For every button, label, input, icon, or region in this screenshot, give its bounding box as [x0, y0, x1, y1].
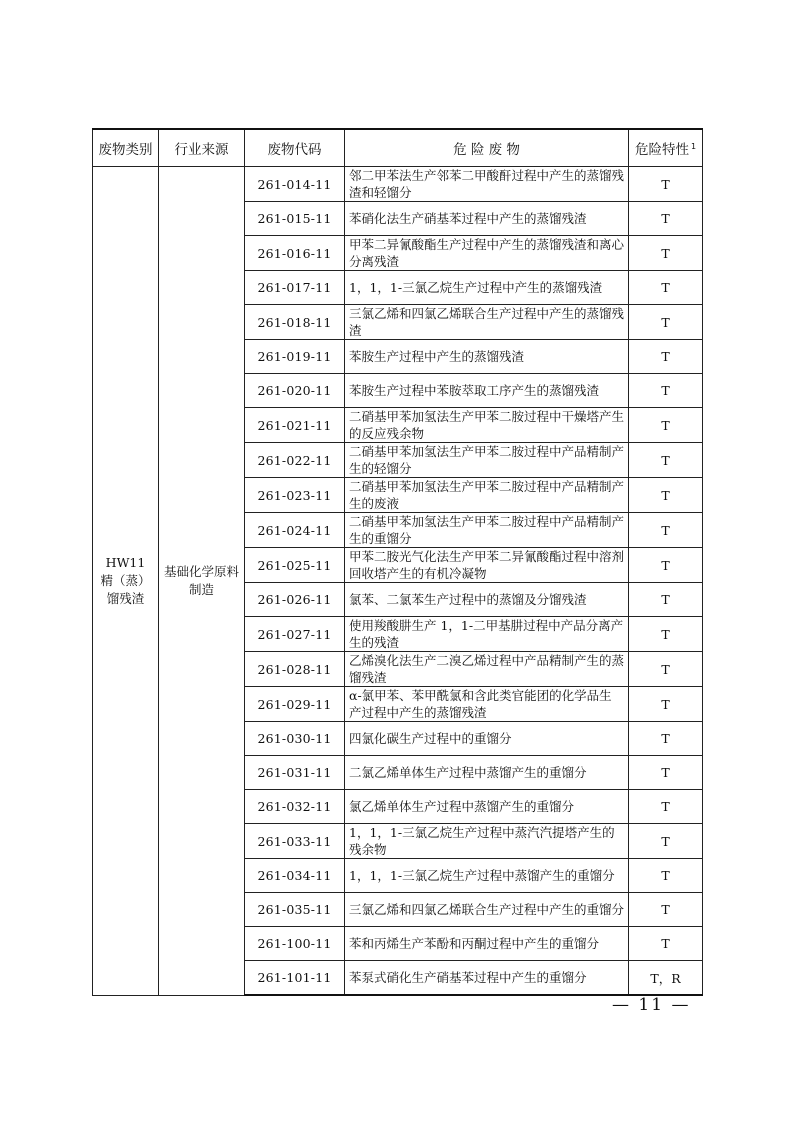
waste-code-cell: 261-034-11	[245, 859, 345, 893]
hazard-characteristic-cell: T	[629, 167, 703, 202]
hazard-characteristic-cell: T	[629, 548, 703, 583]
header-waste-code: 废物代码	[245, 129, 345, 167]
header-hazardous-waste: 危 险 废 物	[345, 129, 629, 167]
waste-code-cell: 261-016-11	[245, 236, 345, 271]
waste-code-cell: 261-018-11	[245, 305, 345, 340]
hazardous-waste-description-cell: 使用羧酸肼生产 1，1-二甲基肼过程中产品分离产生的残渣	[345, 617, 629, 652]
hazard-characteristic-cell: T	[629, 617, 703, 652]
header-hazard-characteristic	[629, 129, 703, 167]
table-header-row	[93, 129, 703, 167]
hazardous-waste-description-cell: 1，1，1-三氯乙烷生产过程中蒸汽汽提塔产生的残余物	[345, 824, 629, 859]
header-hazard-characteristic-label: 危险特性	[634, 142, 689, 158]
waste-code-cell: 261-024-11	[245, 513, 345, 548]
table-row	[93, 167, 703, 202]
hazardous-waste-description-cell: 甲苯二胺光气化法生产甲苯二异氰酸酯过程中溶剂回收塔产生的有机冷凝物	[345, 548, 629, 583]
hazardous-waste-description-cell: 氯苯、二氯苯生产过程中的蒸馏及分馏残渣	[345, 583, 629, 617]
waste-category-cell	[93, 167, 159, 996]
hazard-characteristic-cell: T	[629, 893, 703, 927]
waste-code-cell: 261-031-11	[245, 756, 345, 790]
hazardous-waste-description-cell: 三氯乙烯和四氯乙烯联合生产过程中产生的蒸馏残渣	[345, 305, 629, 340]
waste-code-cell: 261-030-11	[245, 722, 345, 756]
hazard-characteristic-cell: T	[629, 340, 703, 374]
waste-code-cell: 261-022-11	[245, 443, 345, 478]
industry-source-line: 制造	[188, 581, 214, 597]
header-footnote-mark: 1	[690, 141, 697, 151]
hazard-characteristic-cell: T	[629, 374, 703, 408]
hazardous-waste-description-cell: 苯硝化法生产硝基苯过程中产生的蒸馏残渣	[345, 202, 629, 236]
hazardous-waste-description-cell: 二硝基甲苯加氢法生产甲苯二胺过程中产品精制产生的废液	[345, 478, 629, 513]
hazard-characteristic-cell: T	[629, 927, 703, 961]
hazard-characteristic-cell: T	[629, 478, 703, 513]
hazard-characteristic-cell: T	[629, 271, 703, 305]
waste-code-cell: 261-033-11	[245, 824, 345, 859]
waste-code-cell: 261-014-11	[245, 167, 345, 202]
waste-code-cell: 261-019-11	[245, 340, 345, 374]
waste-code-cell: 261-020-11	[245, 374, 345, 408]
hazard-characteristic-cell: T	[629, 824, 703, 859]
waste-code-cell: 261-023-11	[245, 478, 345, 513]
hazard-characteristic-cell: T	[629, 756, 703, 790]
waste-code-cell: 261-015-11	[245, 202, 345, 236]
hazardous-waste-description-cell: 二硝基甲苯加氢法生产甲苯二胺过程中干燥塔产生的反应残余物	[345, 408, 629, 443]
waste-category-line: 精（蒸）	[100, 572, 151, 588]
hazardous-waste-description-cell: α-氯甲苯、苯甲酰氯和含此类官能团的化学品生产过程中产生的蒸馏残渣	[345, 687, 629, 722]
hazardous-waste-description-cell: 二硝基甲苯加氢法生产甲苯二胺过程中产品精制产生的轻馏分	[345, 443, 629, 478]
hazard-characteristic-cell: T	[629, 202, 703, 236]
hazardous-waste-description-cell: 苯泵式硝化生产硝基苯过程中产生的重馏分	[345, 961, 629, 996]
industry-source-cell	[159, 167, 245, 996]
waste-code-cell: 261-017-11	[245, 271, 345, 305]
hazardous-waste-description-cell: 苯胺生产过程中苯胺萃取工序产生的蒸馏残渣	[345, 374, 629, 408]
waste-code-cell: 261-100-11	[245, 927, 345, 961]
hazard-characteristic-cell: T	[629, 236, 703, 271]
hazardous-waste-description-cell: 二氯乙烯单体生产过程中蒸馏产生的重馏分	[345, 756, 629, 790]
hazardous-waste-description-cell: 苯和丙烯生产苯酚和丙酮过程中产生的重馏分	[345, 927, 629, 961]
waste-category-line: 馏残渣	[106, 590, 145, 606]
hazard-characteristic-cell: T	[629, 652, 703, 687]
waste-code-cell: 261-101-11	[245, 961, 345, 996]
hazardous-waste-description-cell: 三氯乙烯和四氯乙烯联合生产过程中产生的重馏分	[345, 893, 629, 927]
hazardous-waste-description-cell: 甲苯二异氰酸酯生产过程中产生的蒸馏残渣和离心分离残渣	[345, 236, 629, 271]
hazard-characteristic-cell: T	[629, 408, 703, 443]
header-waste-category: 废物类别	[93, 129, 159, 167]
waste-category-line: HW11	[105, 554, 146, 570]
waste-code-cell: 261-025-11	[245, 548, 345, 583]
hazardous-waste-description-cell: 二硝基甲苯加氢法生产甲苯二胺过程中产品精制产生的重馏分	[345, 513, 629, 548]
hazardous-waste-description-cell: 1，1，1-三氯乙烷生产过程中蒸馏产生的重馏分	[345, 859, 629, 893]
hazard-characteristic-cell: T	[629, 443, 703, 478]
hazardous-waste-description-cell: 1，1，1-三氯乙烷生产过程中产生的蒸馏残渣	[345, 271, 629, 305]
waste-code-cell: 261-027-11	[245, 617, 345, 652]
waste-code-cell: 261-021-11	[245, 408, 345, 443]
hazardous-waste-description-cell: 四氯化碳生产过程中的重馏分	[345, 722, 629, 756]
hazard-characteristic-cell: T	[629, 722, 703, 756]
header-industry-source: 行业来源	[159, 129, 245, 167]
waste-code-cell: 261-032-11	[245, 790, 345, 824]
hazard-characteristic-cell: T	[629, 687, 703, 722]
hazardous-waste-description-cell: 氯乙烯单体生产过程中蒸馏产生的重馏分	[345, 790, 629, 824]
hazardous-waste-table	[92, 128, 703, 996]
industry-source-line: 基础化学原料	[163, 563, 239, 579]
waste-code-cell: 261-028-11	[245, 652, 345, 687]
hazardous-waste-description-cell: 苯胺生产过程中产生的蒸馏残渣	[345, 340, 629, 374]
hazard-characteristic-cell: T	[629, 305, 703, 340]
hazard-characteristic-cell: T	[629, 513, 703, 548]
hazardous-waste-description-cell: 邻二甲苯法生产邻苯二甲酸酐过程中产生的蒸馏残渣和轻馏分	[345, 167, 629, 202]
hazardous-waste-description-cell: 乙烯溴化法生产二溴乙烯过程中产品精制产生的蒸馏残渣	[345, 652, 629, 687]
waste-code-cell: 261-035-11	[245, 893, 345, 927]
waste-code-cell: 261-026-11	[245, 583, 345, 617]
table-body	[93, 167, 703, 996]
hazard-characteristic-cell: T，R	[629, 961, 703, 996]
waste-code-cell: 261-029-11	[245, 687, 345, 722]
page-number: — 11 —	[612, 995, 691, 1015]
hazard-characteristic-cell: T	[629, 583, 703, 617]
hazard-characteristic-cell: T	[629, 859, 703, 893]
hazard-characteristic-cell: T	[629, 790, 703, 824]
